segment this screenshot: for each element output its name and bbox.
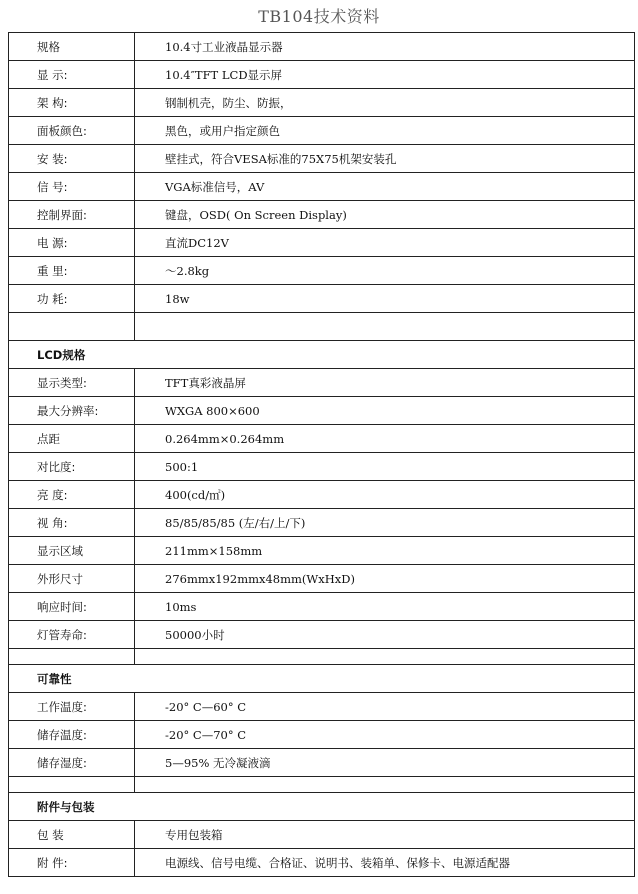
spec-table: [8, 32, 635, 877]
spec-label: 点距: [9, 425, 135, 453]
spec-row: [9, 565, 635, 593]
spec-label: 工作温度:: [9, 693, 135, 721]
spec-row: [9, 33, 635, 61]
document-title: TB104技术资料: [258, 7, 380, 26]
spec-row: [9, 369, 635, 397]
spec-row: [9, 621, 635, 649]
spec-value: 500:1: [135, 453, 635, 481]
spec-label: 功 耗:: [9, 285, 135, 313]
spec-label: 显示类型:: [9, 369, 135, 397]
spec-value: 10ms: [135, 593, 635, 621]
spec-row: [9, 821, 635, 849]
section-header-row: [9, 341, 635, 369]
spec-label: 外形尺寸: [9, 565, 135, 593]
spec-value: 276mmx192mmx48mm(WxHxD): [135, 565, 635, 593]
spec-row: [9, 397, 635, 425]
spec-value: 钢制机壳，防尘、防振，: [135, 89, 635, 117]
spec-row: [9, 849, 635, 877]
spec-row: [9, 721, 635, 749]
spec-row: [9, 749, 635, 777]
spec-value: TFT真彩液晶屏: [135, 369, 635, 397]
spec-label: 亮 度:: [9, 481, 135, 509]
spec-value: 18w: [135, 285, 635, 313]
spec-value: 专用包装箱: [135, 821, 635, 849]
spec-value: 5—95% 无冷凝液滴: [135, 749, 635, 777]
spec-label: 对比度:: [9, 453, 135, 481]
spec-row: [9, 89, 635, 117]
spec-row: [9, 285, 635, 313]
section-title: LCD规格: [9, 341, 635, 369]
spec-value: 10.4寸工业液晶显示器: [135, 33, 635, 61]
spec-label: 显 示:: [9, 61, 135, 89]
spec-value: 直流DC12V: [135, 229, 635, 257]
spec-label: 视 角:: [9, 509, 135, 537]
spec-row: [9, 425, 635, 453]
section-title: 附件与包装: [9, 793, 635, 821]
spec-row: [9, 61, 635, 89]
spec-label: 附 件:: [9, 849, 135, 877]
spec-row: [9, 173, 635, 201]
section-header-row: [9, 793, 635, 821]
section-title: 可靠性: [9, 665, 635, 693]
spec-value: VGA标准信号，AV: [135, 173, 635, 201]
spec-label: 规格: [9, 33, 135, 61]
spec-value: [135, 649, 635, 665]
spec-value: 400(cd/㎡): [135, 481, 635, 509]
spec-value: 黑色，或用户指定颜色: [135, 117, 635, 145]
spec-value: [135, 313, 635, 341]
spec-label: 包 装: [9, 821, 135, 849]
spec-label: 控制界面:: [9, 201, 135, 229]
spec-row: [9, 481, 635, 509]
spec-value: -20° C—70° C: [135, 721, 635, 749]
spec-value: 0.264mm×0.264mm: [135, 425, 635, 453]
spec-label: 安 装:: [9, 145, 135, 173]
spacer-row: [9, 313, 635, 341]
spec-label: 储存温度:: [9, 721, 135, 749]
spec-label: [9, 313, 135, 341]
spec-label: 架 构:: [9, 89, 135, 117]
spec-row: [9, 117, 635, 145]
spec-label: [9, 777, 135, 793]
spec-label: 面板颜色:: [9, 117, 135, 145]
spec-value: 键盘，OSD( On Screen Display): [135, 201, 635, 229]
spec-value: 壁挂式，符合VESA标准的75X75机架安装孔: [135, 145, 635, 173]
spec-label: 显示区域: [9, 537, 135, 565]
spec-value: 211mm×158mm: [135, 537, 635, 565]
section-header-row: [9, 665, 635, 693]
spec-value: ～2.8kg: [135, 257, 635, 285]
spec-label: 重 里:: [9, 257, 135, 285]
spec-label: 响应时间:: [9, 593, 135, 621]
spec-row: [9, 509, 635, 537]
spec-row: [9, 145, 635, 173]
spec-value: WXGA 800×600: [135, 397, 635, 425]
spec-row: [9, 693, 635, 721]
spec-label: 灯管寿命:: [9, 621, 135, 649]
spec-label: 电 源:: [9, 229, 135, 257]
spec-value: [135, 777, 635, 793]
spacer-row: [9, 649, 635, 665]
spec-label: 最大分辨率:: [9, 397, 135, 425]
spec-row: [9, 593, 635, 621]
spec-value: 10.4″TFT LCD显示屏: [135, 61, 635, 89]
spacer-row: [9, 777, 635, 793]
spec-row: [9, 257, 635, 285]
spec-table-body: [9, 33, 635, 877]
spec-label: 储存湿度:: [9, 749, 135, 777]
spec-label: [9, 649, 135, 665]
spec-label: 信 号:: [9, 173, 135, 201]
spec-value: -20° C—60° C: [135, 693, 635, 721]
spec-value: 电源线、信号电缆、合格证、说明书、装箱单、保修卡、电源适配器: [135, 849, 635, 877]
spec-value: 50000小时: [135, 621, 635, 649]
spec-row: [9, 537, 635, 565]
spec-value: 85/85/85/85 (左/右/上/下): [135, 509, 635, 537]
spec-row: [9, 453, 635, 481]
spec-row: [9, 229, 635, 257]
spec-row: [9, 201, 635, 229]
